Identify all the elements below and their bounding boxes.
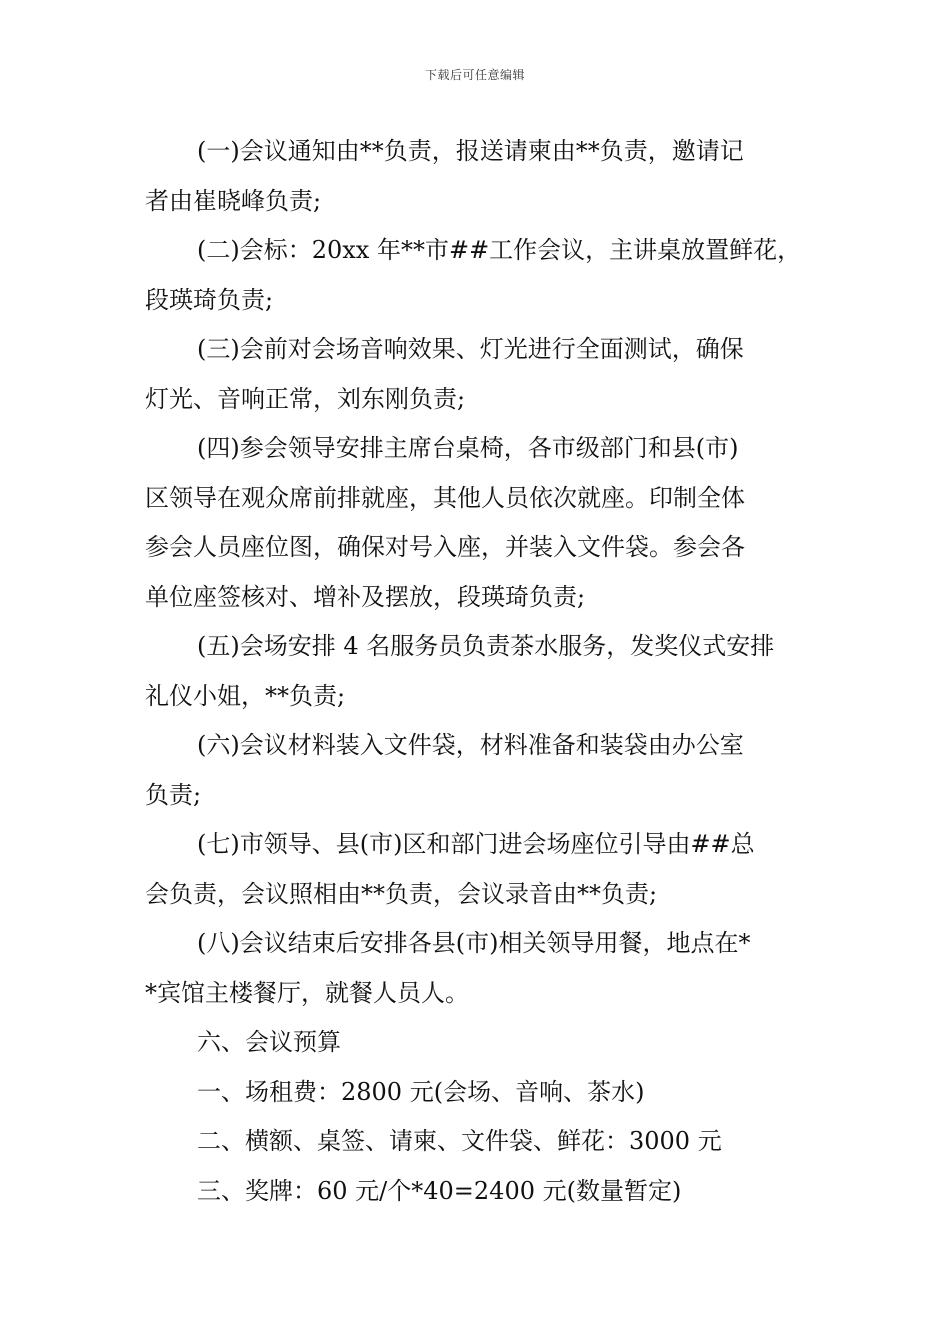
- paragraph-line: 区领导在观众席前排就座，其他人员依次就座。印制全体: [145, 483, 745, 512]
- paragraph-line: *宾馆主楼餐厅，就餐人员人。: [145, 978, 469, 1007]
- paragraph-line: 灯光、音响正常，刘东刚负责;: [145, 384, 466, 413]
- section-heading: 六、会议预算: [197, 1028, 341, 1056]
- paragraph-line: (二)会标：20xx 年**市##工作会议，主讲桌放置鲜花，: [197, 236, 802, 264]
- budget-item: 一、场租费：2800 元(会场、音响、茶水): [197, 1077, 645, 1106]
- paragraph-line: (三)会前对会场音响效果、灯光进行全面测试，确保: [197, 335, 744, 363]
- page-header-note: 下载后可任意编辑: [424, 68, 525, 82]
- paragraph-line: 段瑛琦负责;: [145, 285, 274, 314]
- paragraph-line: 负责;: [145, 780, 202, 809]
- paragraph-line: (五)会场安排 4 名服务员负责茶水服务，发奖仪式安排: [197, 632, 775, 660]
- document-body: [145, 127, 810, 1216]
- paragraph-line: 单位座签核对、增补及摆放，段瑛琦负责;: [145, 582, 586, 611]
- paragraph-line: (四)参会领导安排主席台桌椅，各市级部门和县(市): [197, 434, 739, 462]
- paragraph-line: (七)市领导、县(市)区和部门进会场座位引导由##总: [197, 830, 755, 858]
- budget-item: 二、横额、桌签、请柬、文件袋、鲜花：3000 元: [197, 1127, 722, 1155]
- paragraph-line: (六)会议材料装入文件袋，材料准备和装袋由办公室: [197, 731, 744, 759]
- paragraph-line: 者由崔晓峰负责;: [145, 186, 322, 215]
- paragraph-line: 礼仪小姐，**负责;: [145, 681, 346, 710]
- budget-item: 三、奖牌：60 元/个*40=2400 元(数量暂定): [197, 1176, 682, 1205]
- paragraph-line: 会负责，会议照相由**负责，会议录音由**负责;: [145, 879, 658, 908]
- paragraph-line: (八)会议结束后安排各县(市)相关领导用餐，地点在*: [197, 929, 751, 957]
- paragraph-line: (一)会议通知由**负责，报送请柬由**负责，邀请记: [197, 137, 744, 165]
- paragraph-line: 参会人员座位图，确保对号入座，并装入文件袋。参会各: [145, 533, 745, 561]
